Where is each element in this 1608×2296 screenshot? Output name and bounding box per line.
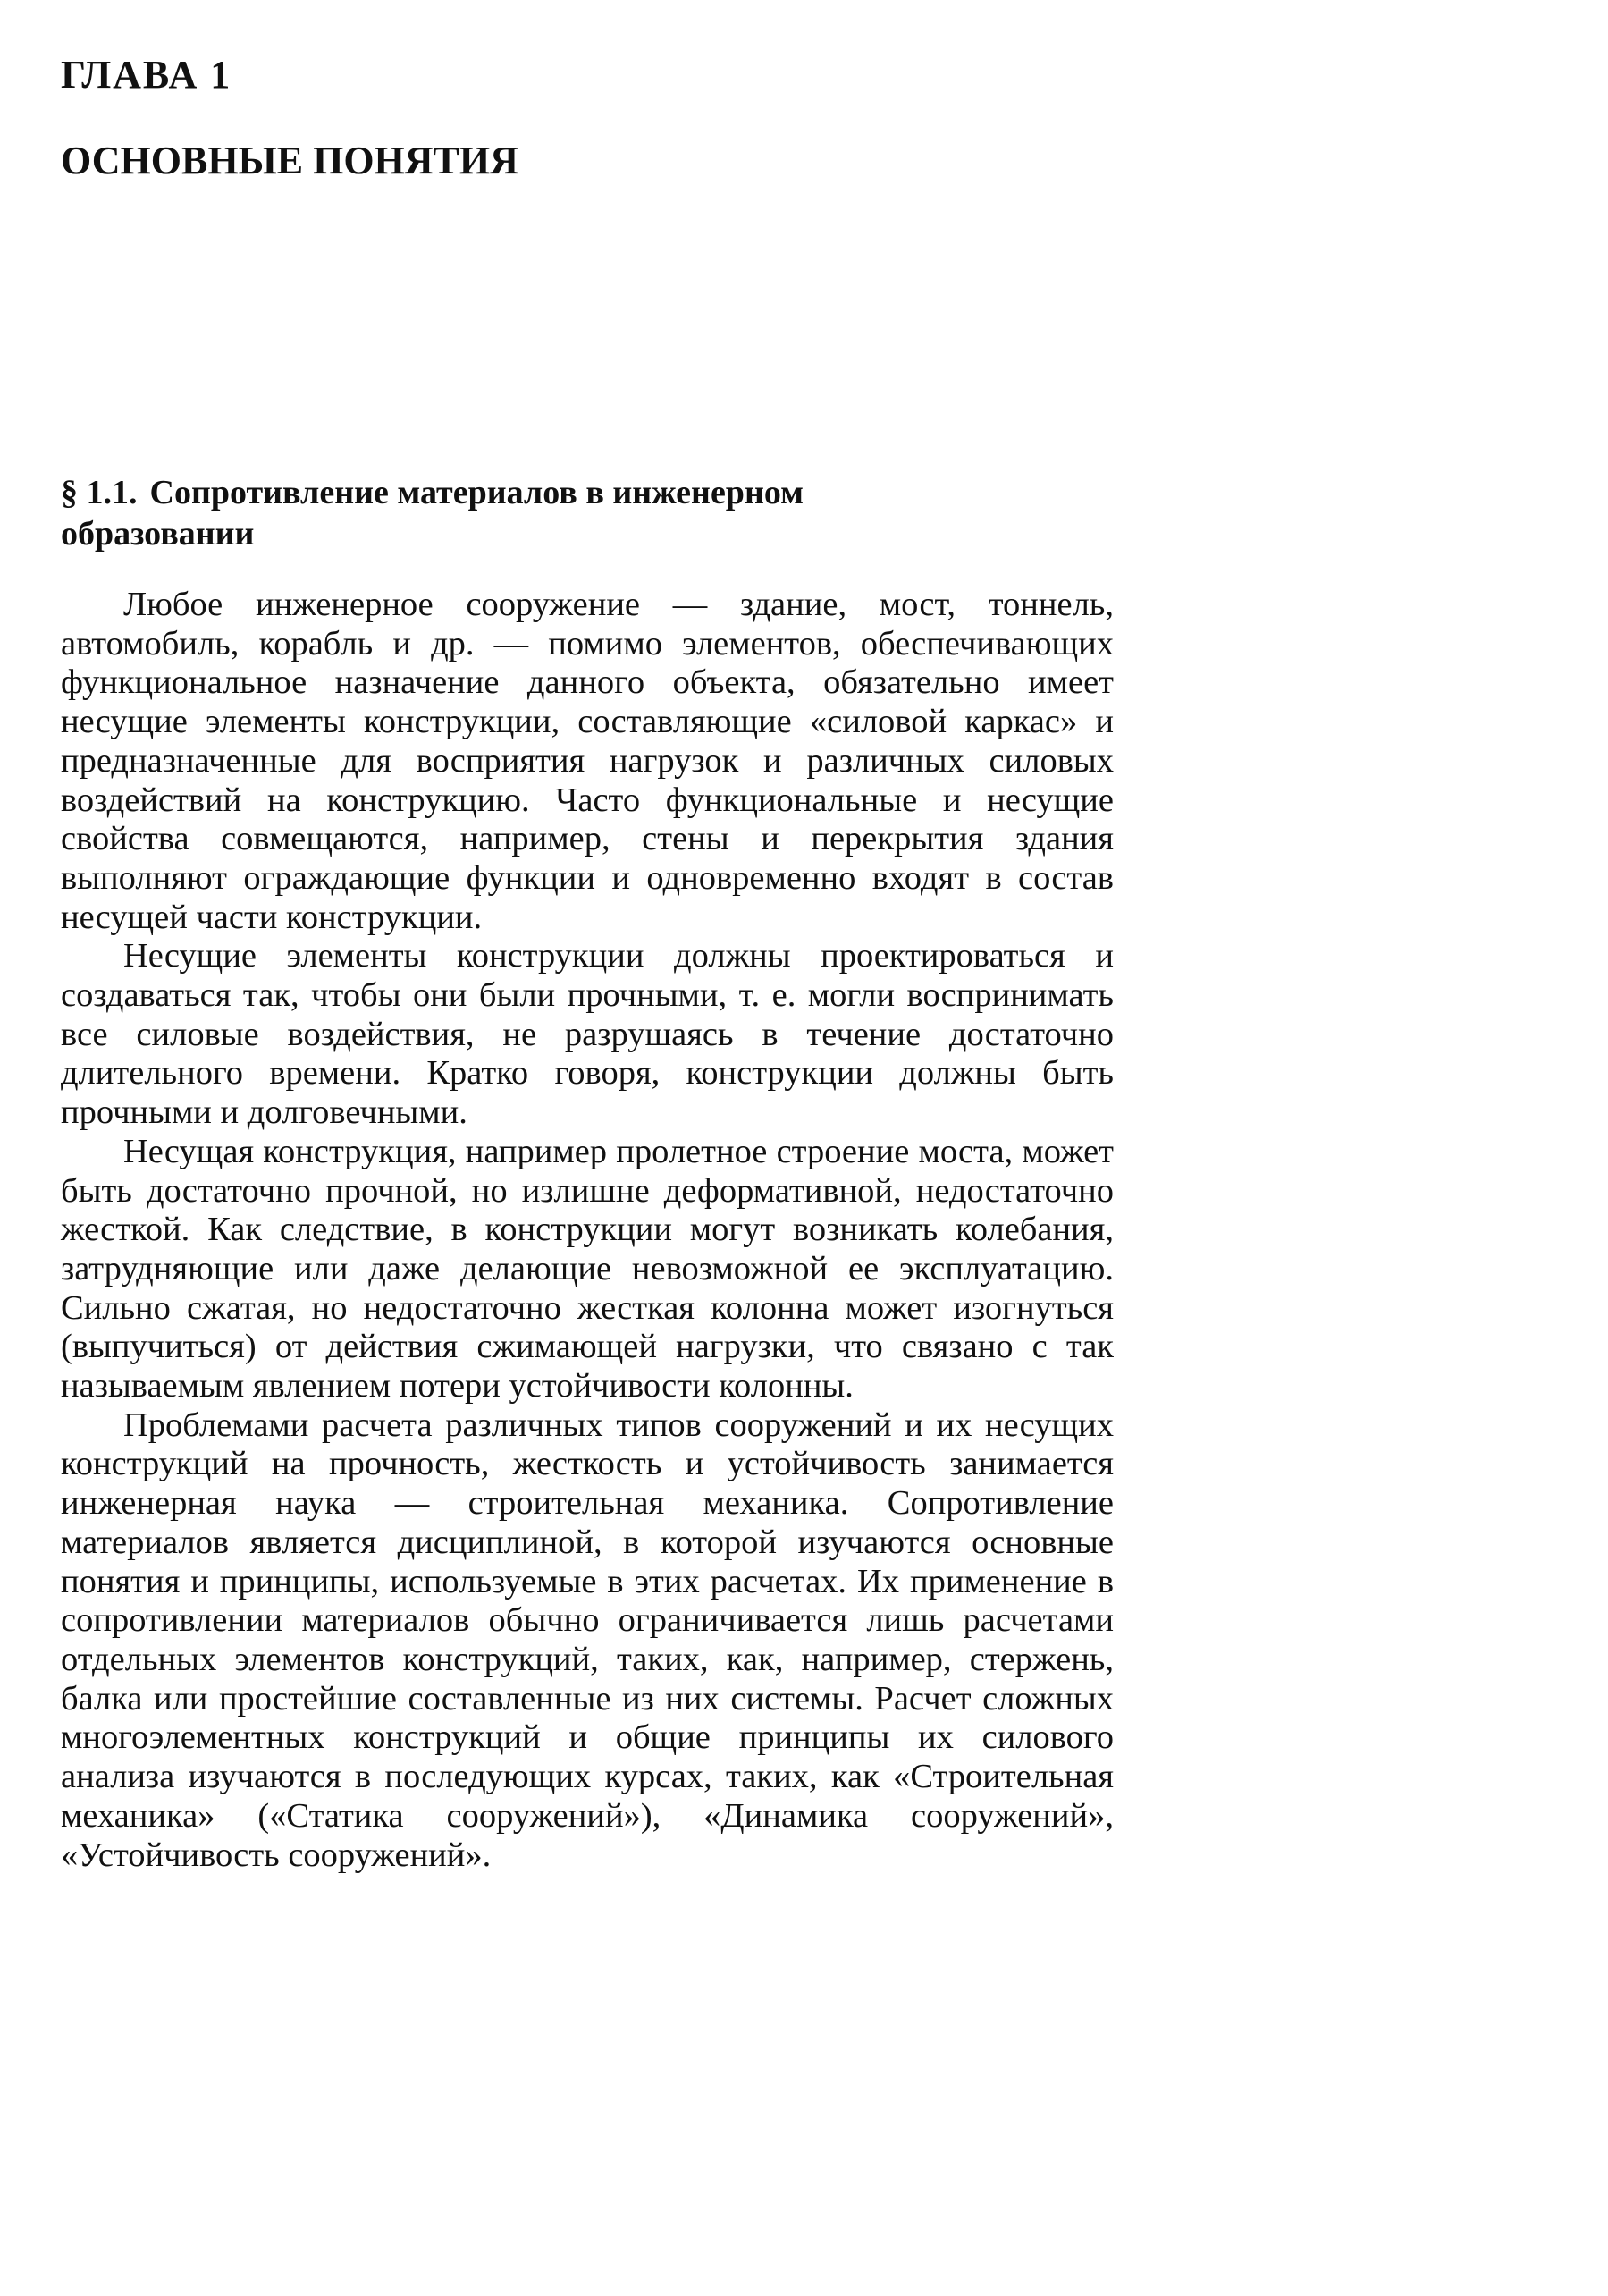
section-title: Сопротивление материалов в инженерном образовании <box>61 474 804 553</box>
paragraph: Несущие элементы конструкции должны проектироваться и создаваться так, чтобы они были прочными, т. е. могли воспринимать все силовые воздействия, не разрушаясь в течение достаточно длительного времени. Кратко говоря, конструкции должны быть прочными и долговечными. <box>61 937 1114 1132</box>
paragraph: Несущая конструкция, например пролетное строение моста, может быть достаточно прочной, но излишне деформативной, недостаточно жесткой. Как следствие, в конструкции могут возникать колебания, затрудняющие или даже делающие невозможной ее эксплуатацию. Сильно сжатая, но недостаточно жесткая колонна может изогнуться (выпучиться) от действия сжимающей нагрузки, что связано с так называемым явлением потери устойчивости колонны. <box>61 1132 1114 1405</box>
chapter-title: ОСНОВНЫЕ ПОНЯТИЯ <box>61 139 518 182</box>
section-heading <box>61 472 865 554</box>
chapter-label: ГЛАВА 1 <box>61 53 232 97</box>
body-text <box>61 586 1114 1875</box>
section-number: § 1.1. <box>61 474 138 511</box>
paragraph: Проблемами расчета различных типов сооружений и их несущих конструкций на прочность, жесткость и устойчивость занимается инженерная наука — строительная механика. Сопротивление материалов является дисциплиной, в которой изучаются основные понятия и принципы, используемые в этих расчетах. Их применение в сопротивлении материалов обычно ограничивается лишь расчетами отдельных элементов конструкций, таких, как, например, стержень, балка или простейшие составленные из них системы. Расчет сложных многоэлементных конструкций и общие принципы их силового анализа изучаются в последующих курсах, таких, как «Строительная механика» («Статика сооружений»), «Динамика сооружений», «Устойчивость сооружений». <box>61 1405 1114 1874</box>
paragraph: Любое инженерное сооружение — здание, мост, тоннель, автомобиль, корабль и др. — помимо элементов, обеспечивающих функциональное назначение данного объекта, обязательно имеет несущие элементы конструкции, составляющие «силовой каркас» и предназначенные для восприятия нагрузок и различных силовых воздействий на конструкцию. Часто функциональные и несущие свойства совмещаются, например, стены и перекрытия здания выполняют ограждающие функции и одновременно входят в состав несущей части конструкции. <box>61 586 1114 936</box>
